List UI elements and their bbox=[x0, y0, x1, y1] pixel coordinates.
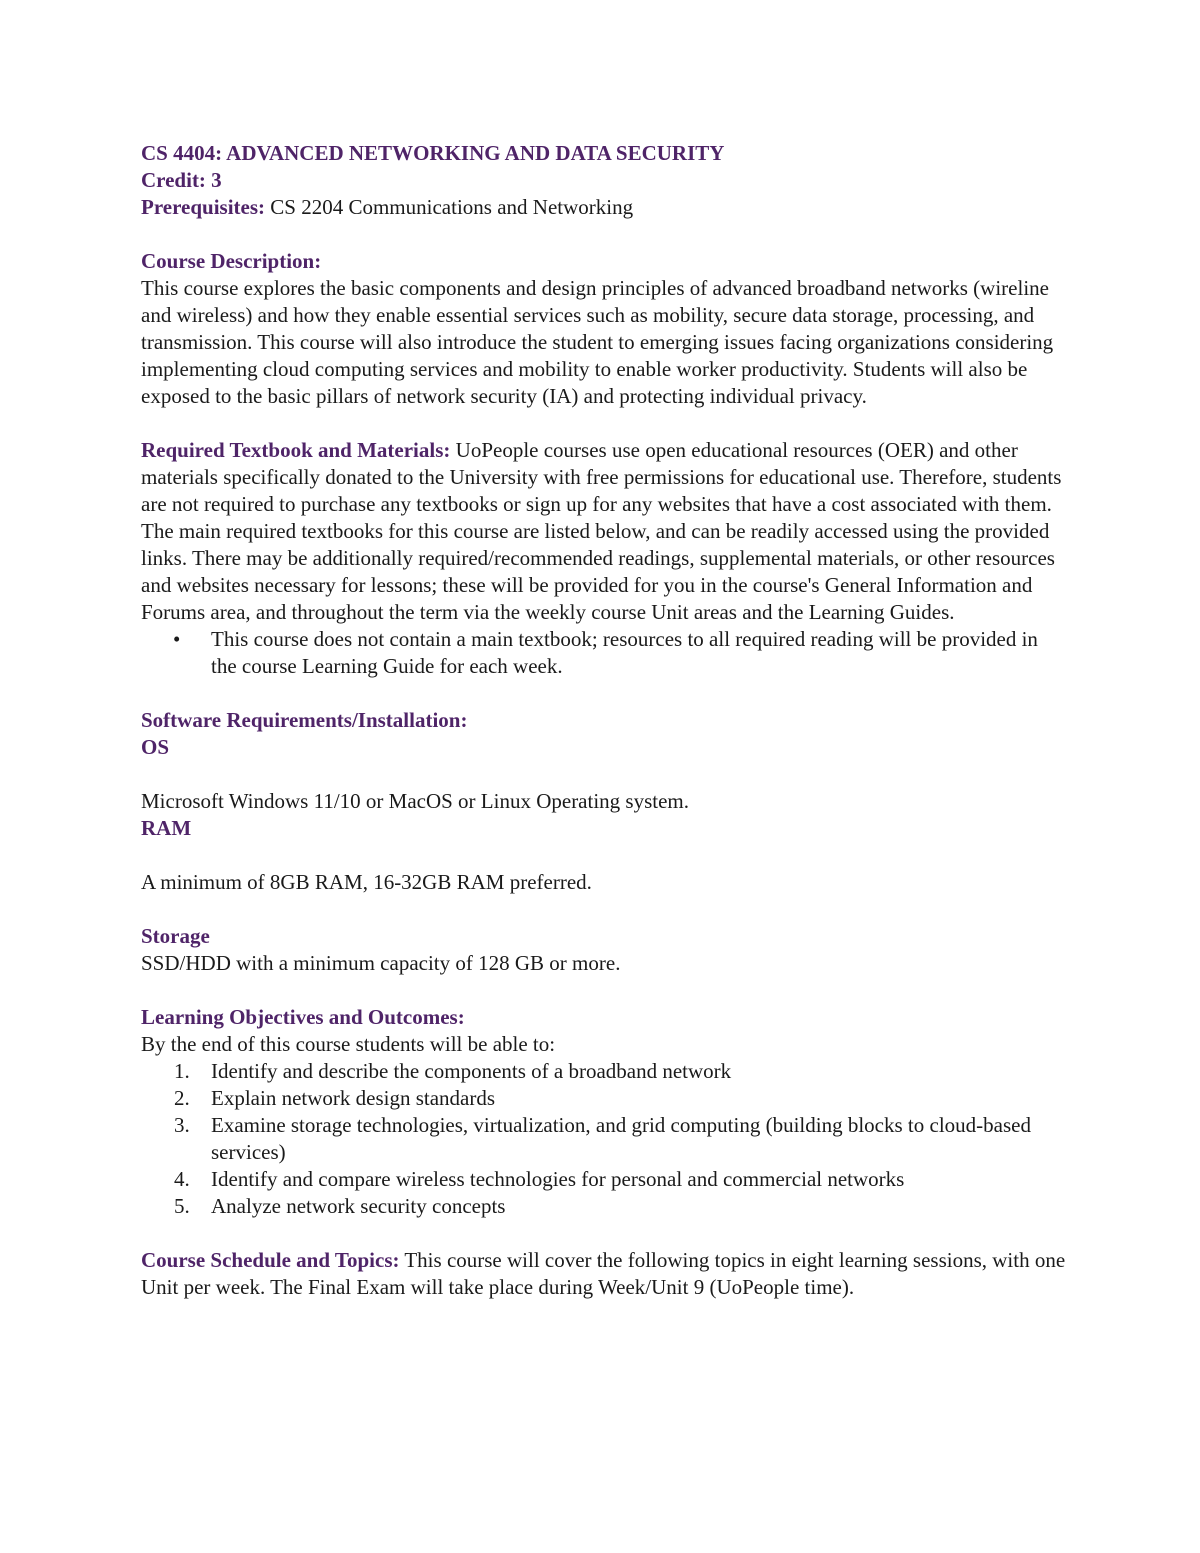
os-label: OS bbox=[141, 735, 170, 759]
schedule-body: This course will cover the following topics in eight learning sessions, with one Unit per week. The Final Exam will take place during Week/Unit 9 (UoPeople time). bbox=[141, 1248, 1066, 1299]
os-value: Microsoft Windows 11/10 or MacOS or Linux Operating system. bbox=[141, 789, 690, 813]
prerequisites-line bbox=[141, 194, 1066, 221]
spacer bbox=[141, 842, 1066, 869]
list-text: Identify and compare wireless technologies for personal and commercial networks bbox=[211, 1167, 905, 1191]
list-number: 2. bbox=[174, 1086, 190, 1110]
bullet-icon: • bbox=[173, 627, 181, 651]
bullet-text: This course does not contain a main textbook; resources to all required reading will be provided in the course Learning Guide for each week. bbox=[211, 627, 1038, 678]
spacer bbox=[141, 761, 1066, 788]
course-title: CS 4404: ADVANCED NETWORKING AND DATA SECURITY bbox=[141, 141, 725, 165]
list-item bbox=[141, 1193, 1066, 1220]
list-number: 3. bbox=[174, 1113, 190, 1137]
software-heading: Software Requirements/Installation: bbox=[141, 708, 468, 732]
textbook-heading: Required Textbook and Materials: bbox=[141, 438, 451, 462]
list-item bbox=[141, 626, 1066, 680]
syllabus-page bbox=[141, 140, 1066, 1301]
list-text: Explain network design standards bbox=[211, 1086, 496, 1110]
list-text: Analyze network security concepts bbox=[211, 1194, 506, 1218]
list-text: Identify and describe the components of a broadband network bbox=[211, 1059, 732, 1083]
list-number: 1. bbox=[174, 1059, 190, 1083]
objectives-heading: Learning Objectives and Outcomes: bbox=[141, 1005, 465, 1029]
list-text: Examine storage technologies, virtualization, and grid computing (building blocks to cloud-based services) bbox=[211, 1113, 1031, 1164]
prerequisites-label: Prerequisites: bbox=[141, 195, 266, 219]
prerequisites-value: CS 2204 Communications and Networking bbox=[270, 195, 634, 219]
list-item bbox=[141, 1085, 1066, 1112]
spacer bbox=[141, 410, 1066, 437]
course-description-body: This course explores the basic components and design principles of advanced broadband networks (wireline and wireless) and how they enable essential services such as mobility, secure data storage, processing, and transmission. This course will also introduce the student to emerging issues facing organizations considering implementing cloud computing services and mobility to enable worker productivity. Students will also be exposed to the basic pillars of network security (IA) and protecting individual privacy. bbox=[141, 276, 1054, 408]
spacer bbox=[141, 1220, 1066, 1247]
textbook-body: UoPeople courses use open educational resources (OER) and other materials specifically donated to the University with free permissions for educational use. Therefore, students are not required to purchase any textbooks or sign up for any websites that have a cost associated with them. The main required textbooks for this course are listed below, and can be readily accessed using the provided links. There may be additionally required/recommended readings, supplemental materials, or other resources and websites necessary for lessons; these will be provided for you in the course's General Information and Forums area, and throughout the term via the weekly course Unit areas and the Learning Guides. bbox=[141, 438, 1062, 624]
list-item bbox=[141, 1166, 1066, 1193]
objectives-intro: By the end of this course students will be able to: bbox=[141, 1032, 556, 1056]
spacer bbox=[141, 221, 1066, 248]
credit-line: Credit: 3 bbox=[141, 168, 222, 192]
spacer bbox=[141, 977, 1066, 1004]
list-item bbox=[141, 1058, 1066, 1085]
spacer bbox=[141, 896, 1066, 923]
textbook-paragraph bbox=[141, 437, 1066, 626]
schedule-heading: Course Schedule and Topics: bbox=[141, 1248, 400, 1272]
list-number: 5. bbox=[174, 1194, 190, 1218]
ram-value: A minimum of 8GB RAM, 16-32GB RAM preferred. bbox=[141, 870, 592, 894]
objectives-list bbox=[141, 1058, 1066, 1220]
spacer bbox=[141, 680, 1066, 707]
ram-label: RAM bbox=[141, 816, 192, 840]
course-description-heading: Course Description: bbox=[141, 249, 322, 273]
list-number: 4. bbox=[174, 1167, 190, 1191]
list-item bbox=[141, 1112, 1066, 1166]
schedule-paragraph bbox=[141, 1247, 1066, 1301]
storage-label: Storage bbox=[141, 924, 210, 948]
textbook-bullet-list bbox=[141, 626, 1066, 680]
storage-value: SSD/HDD with a minimum capacity of 128 GB or more. bbox=[141, 951, 621, 975]
